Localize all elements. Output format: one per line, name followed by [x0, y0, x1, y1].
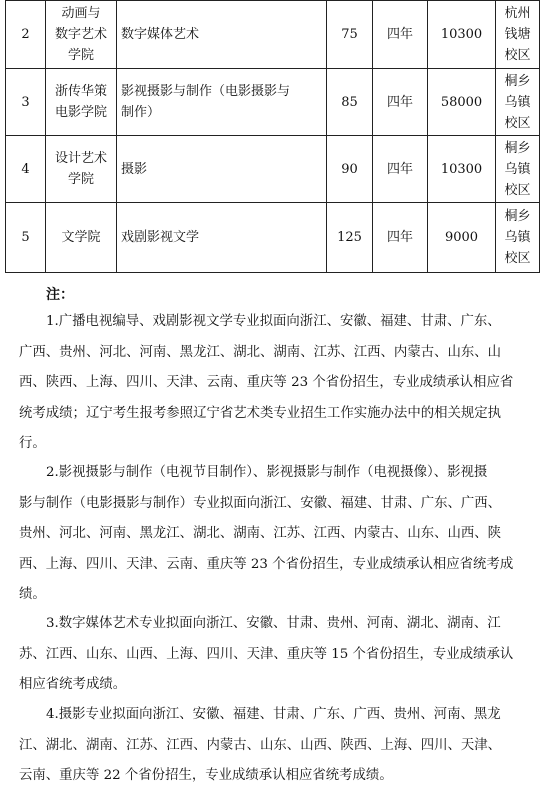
row-index-cell: 5	[6, 203, 46, 273]
college-cell-line: 设计艺术	[54, 151, 107, 166]
college-cell-line: 学院	[67, 172, 94, 187]
major-cell-line: 数字媒体艺术	[121, 27, 200, 42]
college-cell-line: 电影学院	[54, 105, 107, 120]
table-row	[6, 203, 540, 273]
major-cell	[117, 69, 327, 136]
table-row	[6, 136, 540, 203]
quota-cell: 85	[327, 69, 373, 136]
note-line: 统考成绩；辽宁考生报考参照辽宁省艺术类专业招生工作实施办法中的相关规定执	[19, 405, 502, 421]
campus-cell-line: 乌镇	[504, 161, 531, 177]
note-line: 绩。	[19, 587, 46, 602]
note-item	[19, 458, 514, 611]
campus-cell	[496, 136, 540, 203]
quota-cell: 125	[327, 203, 373, 273]
enrollment-table	[5, 0, 540, 273]
note-line: 1.广播电视编导、戏剧影视文学专业拟面向浙江、安徽、福建、甘肃、广东、	[46, 314, 501, 329]
note-line: 江、湖北、湖南、江苏、江西、内蒙古、山东、山西、陕西、上海、四川、天津、	[19, 737, 502, 753]
college-cell	[46, 203, 117, 273]
note-line: 3.数字媒体艺术专业拟面向浙江、安徽、甘肃、贵州、河南、湖北、湖南、江	[46, 616, 501, 631]
quota-cell: 75	[327, 1, 373, 69]
campus-cell-line: 桐乡	[504, 73, 531, 89]
campus-cell-line: 乌镇	[504, 230, 531, 245]
fee-cell: 10300	[428, 136, 496, 203]
table-row	[6, 1, 540, 69]
college-cell-line: 数字艺术	[54, 27, 107, 42]
campus-cell-line: 杭州	[504, 6, 531, 21]
college-cell	[46, 136, 117, 203]
campus-cell-line: 钱塘	[504, 27, 531, 42]
years-cell: 四年	[373, 69, 428, 136]
notes-title: 注：	[46, 287, 74, 303]
campus-cell	[496, 203, 540, 273]
campus-cell-line: 校区	[504, 115, 531, 131]
note-item	[19, 609, 514, 701]
college-cell-line: 浙传华策	[54, 84, 107, 99]
table-body	[6, 1, 540, 273]
major-cell	[117, 136, 327, 203]
campus-cell	[496, 69, 540, 136]
major-cell	[117, 1, 327, 69]
note-line: 4.摄影专业拟面向浙江、安徽、福建、甘肃、广东、广西、贵州、河南、黑龙	[46, 707, 501, 722]
note-line: 2.影视摄影与制作（电视节目制作）、影视摄影与制作（电视摄像）、影视摄	[46, 465, 488, 480]
note-line: 影与制作（电影摄影与制作）专业拟面向浙江、安徽、福建、甘肃、广东、广西、	[19, 495, 502, 511]
note-line: 相应省统考成绩。	[19, 677, 127, 692]
quota-cell: 90	[327, 136, 373, 203]
major-cell-line: 影视摄影与制作（电影摄影与	[121, 84, 291, 99]
campus-cell-line: 桐乡	[504, 209, 531, 224]
table-row	[6, 69, 540, 136]
college-cell-line: 文学院	[61, 230, 101, 245]
campus-cell-line: 校区	[504, 251, 531, 266]
fee-cell: 9000	[428, 203, 496, 273]
note-line: 西、陕西、上海、四川、天津、云南、重庆等 23 个省份招生，专业成绩承认相应省	[19, 375, 514, 390]
row-index-cell: 4	[6, 136, 46, 203]
college-cell-line: 动画与	[61, 6, 101, 21]
note-line: 西、上海、四川、天津、云南、重庆等 23 个省份招生，专业成绩承认相应省统考成	[19, 556, 514, 572]
campus-cell-line: 校区	[504, 48, 531, 63]
fee-cell: 58000	[428, 69, 496, 136]
row-index-cell: 2	[6, 1, 46, 69]
years-cell: 四年	[373, 136, 428, 203]
major-cell-line: 戏剧影视文学	[121, 230, 200, 245]
college-cell-line: 学院	[67, 48, 94, 63]
major-cell-line: 制作）	[121, 105, 161, 120]
note-item	[19, 307, 514, 460]
note-line: 云南、重庆等 22 个省份招生，专业成绩承认相应省统考成绩。	[19, 768, 393, 783]
note-line: 行。	[19, 436, 46, 451]
note-line: 广西、贵州、河北、河南、黑龙江、湖北、湖南、江苏、江西、内蒙古、山东、山	[19, 344, 502, 360]
major-cell-line: 摄影	[121, 161, 148, 177]
college-cell	[46, 1, 117, 69]
note-line: 苏、江西、山东、山西、上海、四川、天津、重庆等 15 个省份招生，专业成绩承认	[19, 646, 514, 662]
campus-cell-line: 桐乡	[504, 140, 531, 156]
note-line: 贵州、河北、河南、黑龙江、湖北、湖南、江苏、江西、内蒙古、山东、山西、陕	[19, 526, 502, 541]
note-item	[19, 700, 506, 792]
row-index-cell: 3	[6, 69, 46, 136]
campus-cell	[496, 1, 540, 69]
fee-cell: 10300	[428, 1, 496, 69]
major-cell	[117, 203, 327, 273]
years-cell: 四年	[373, 1, 428, 69]
years-cell: 四年	[373, 203, 428, 273]
college-cell	[46, 69, 117, 136]
campus-cell-line: 乌镇	[504, 94, 531, 110]
campus-cell-line: 校区	[504, 182, 531, 198]
